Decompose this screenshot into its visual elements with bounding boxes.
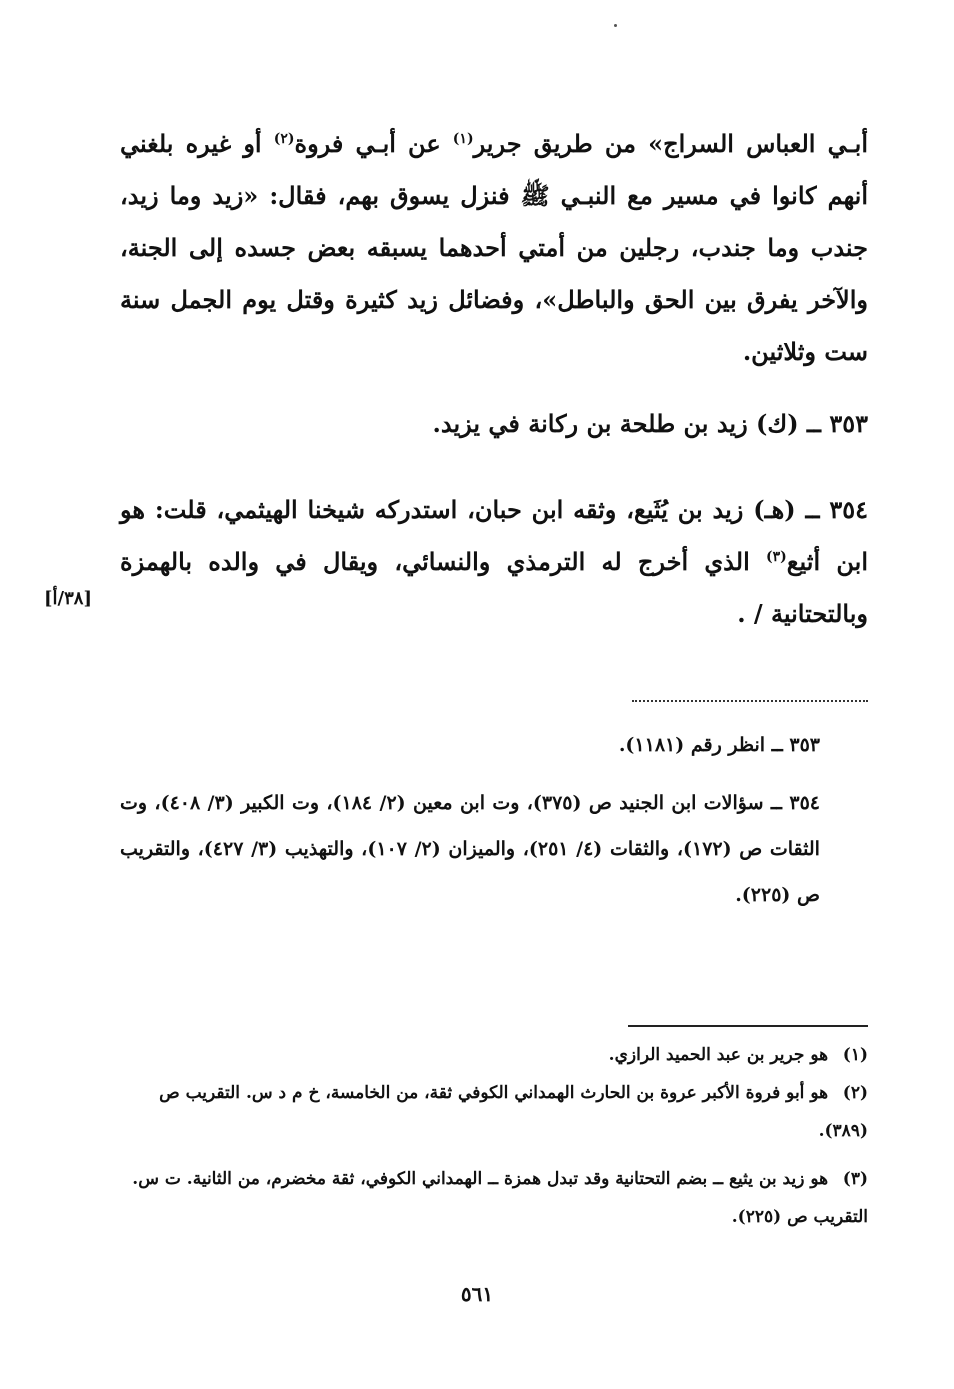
footnote-ref-2: (٢) bbox=[273, 131, 295, 147]
paragraph-text-part2: عن أبـي فروة bbox=[294, 129, 453, 158]
paragraph-main-continuation bbox=[120, 118, 868, 378]
footnote-3-number: (٣) bbox=[842, 1169, 868, 1189]
footnote-2 bbox=[118, 1074, 868, 1150]
tahqiq-note-353-text: ٣٥٣ ــ انظر رقم (١١٨١). bbox=[618, 734, 820, 756]
entry-353 bbox=[120, 398, 868, 450]
paragraph-text-part1: أبـي العباس السراج» من طريق جرير bbox=[473, 129, 868, 158]
dotted-separator bbox=[632, 700, 868, 702]
footnote-ref-1: (١) bbox=[452, 131, 474, 147]
scan-speck bbox=[614, 24, 617, 27]
tahqiq-note-354 bbox=[120, 780, 820, 918]
footnote-1 bbox=[118, 1036, 868, 1074]
page-number: ٥٦١ bbox=[460, 1282, 494, 1306]
entry-354-text-part2: الذي أخرج له الترمذي والنسائي، ويقال في والده بالهمزة وبالتحتانية / . bbox=[120, 547, 868, 628]
tahqiq-note-353 bbox=[120, 722, 820, 768]
entry-354-text-part1: ٣٥٤ ــ (هـ) زيد بن يُثَيع، وثقه ابن حبان، استدركه شيخنا الهيثمي، قلت: هو ابن أثيع bbox=[120, 495, 868, 576]
footnote-2-number: (٢) bbox=[842, 1083, 868, 1103]
footnote-ref-3: (٣) bbox=[766, 549, 787, 565]
footnote-1-text: هو جرير بن عبد الحميد الرازي. bbox=[608, 1045, 829, 1065]
footnote-1-number: (١) bbox=[842, 1045, 868, 1065]
manuscript-folio-ref: [٣٨/أ] bbox=[44, 588, 92, 609]
tahqiq-note-354-text: ٣٥٤ ــ سؤالات ابن الجنيد ص (٣٧٥)، وت ابن معين (٢/ ١٨٤)، وت الكبير (٣/ ٤٠٨)، وت الثقات ص (١٧٢)، والثقات (٤/ ٢٥١)، والميزان (٢/ ١٠٧)، والتهذيب (٣/ ٤٢٧)، والتقريب ص (٢٢٥). bbox=[120, 792, 820, 906]
footnote-3-text: هو زيد بن يثيع ــ بضم التحتانية وقد تبدل همزة ــ الهمداني الكوفي، ثقة مخضرم، من الثانية. ت س. التقريب ص (٢٢٥). bbox=[132, 1169, 868, 1227]
footnote-3 bbox=[118, 1160, 868, 1236]
paragraph-text-part3: أو غيره بلغني أنهم كانوا في مسير مع النبـي ﷺ فنزل يسوق بهم، فقال: «زيد وما زيد، جندب وما جندب، رجلين من أمتي أحدهما يسبقه بعض جسده إلى الجنة، والآخر يفرق بين الحق والباطل»، وفضائل زيد كثيرة وقتل يوم الجمل سنة ست وثلاثين. bbox=[120, 129, 868, 366]
footnote-rule bbox=[628, 1025, 868, 1027]
entry-354 bbox=[120, 484, 868, 640]
entry-353-text: ٣٥٣ ــ (ك) زيد بن طلحة بن ركانة في يزيد. bbox=[432, 409, 868, 438]
footnote-2-text: هو أبو فروة الأكبر عروة بن الحارث الهمداني الكوفي ثقة، من الخامسة، خ م د س. التقريب ص (٣٨٩). bbox=[159, 1083, 868, 1141]
